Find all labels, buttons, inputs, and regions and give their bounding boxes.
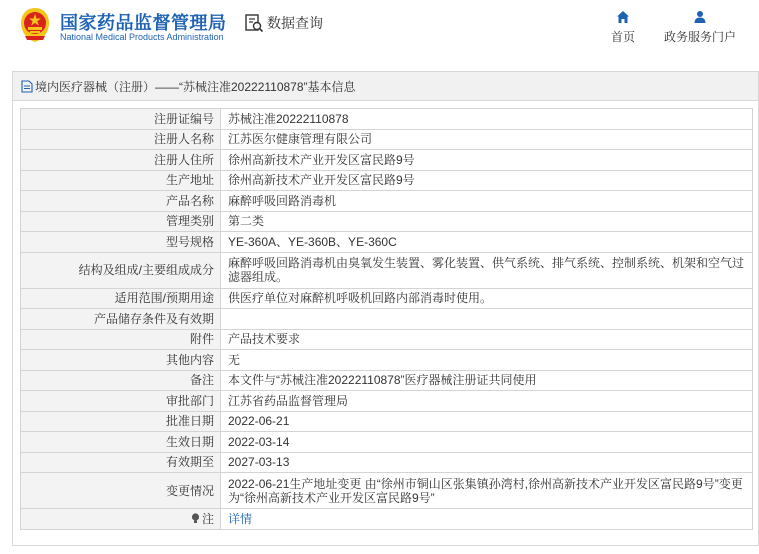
table-row <box>21 309 753 330</box>
field-value: 供医疗单位对麻醉机呼吸机回路内部消毒时使用。 <box>221 288 753 309</box>
panel-title-bar <box>13 72 758 101</box>
field-value: 江苏省药品监督管理局 <box>221 391 753 412</box>
org-name-en: National Medical Products Administration <box>60 32 224 42</box>
nav-home-label: 首页 <box>610 30 635 44</box>
note-label-cell <box>21 509 221 530</box>
document-icon <box>21 80 33 93</box>
table-row <box>21 370 753 391</box>
field-value: 2022-06-21生产地址变更 由“徐州市铜山区张集镇孙湾村,徐州高新技术产业开发区富民路9号”变更为“徐州高新技术产业开发区富民路9号” <box>221 473 753 509</box>
note-value-cell <box>221 509 753 530</box>
data-query-label: 数据查询 <box>267 15 323 31</box>
document-search-icon <box>244 13 264 33</box>
nav-service-portal[interactable] <box>660 10 740 45</box>
table-row <box>21 129 753 150</box>
field-label: 批准日期 <box>21 411 221 432</box>
field-label: 产品储存条件及有效期 <box>21 309 221 330</box>
field-value: 2027-03-13 <box>221 452 753 473</box>
field-value: 苏械注准20222110878 <box>221 109 753 130</box>
field-value: 徐州高新技术产业开发区富民路9号 <box>221 170 753 191</box>
field-value: 第二类 <box>221 211 753 232</box>
field-value: 徐州高新技术产业开发区富民路9号 <box>221 150 753 171</box>
data-query-link[interactable] <box>244 12 323 34</box>
field-value: 无 <box>221 350 753 371</box>
org-name-cn: 国家药品监督管理局 <box>60 13 227 33</box>
nav-home[interactable] <box>603 10 643 45</box>
table-row <box>21 350 753 371</box>
field-label: 其他内容 <box>21 350 221 371</box>
table-row <box>21 109 753 130</box>
field-label: 产品名称 <box>21 191 221 212</box>
national-emblem-icon <box>19 7 51 43</box>
details-link[interactable]: 详情 <box>228 511 253 526</box>
field-label: 附件 <box>21 329 221 350</box>
field-label: 生产地址 <box>21 170 221 191</box>
user-icon <box>693 10 707 24</box>
field-value: 产品技术要求 <box>221 329 753 350</box>
lightbulb-icon <box>191 513 200 524</box>
table-row <box>21 170 753 191</box>
field-value: 江苏医尔健康管理有限公司 <box>221 129 753 150</box>
table-row <box>21 452 753 473</box>
table-row <box>21 252 753 288</box>
field-label: 注册人名称 <box>21 129 221 150</box>
table-row <box>21 329 753 350</box>
field-label: 备注 <box>21 370 221 391</box>
field-label: 审批部门 <box>21 391 221 412</box>
field-label: 结构及组成/主要组成成分 <box>21 252 221 288</box>
table-row <box>21 432 753 453</box>
nav-service-portal-label: 政务服务门户 <box>663 30 736 44</box>
site-header <box>0 0 759 60</box>
table-row <box>21 509 753 530</box>
table-row <box>21 191 753 212</box>
table-row <box>21 411 753 432</box>
table-row <box>21 211 753 232</box>
field-value: 2022-06-21 <box>221 411 753 432</box>
field-label: 管理类别 <box>21 211 221 232</box>
field-label: 注册人住所 <box>21 150 221 171</box>
table-row <box>21 391 753 412</box>
table-row <box>21 150 753 171</box>
field-label: 注册证编号 <box>21 109 221 130</box>
field-label: 变更情况 <box>21 473 221 509</box>
field-label: 适用范围/预期用途 <box>21 288 221 309</box>
field-label: 生效日期 <box>21 432 221 453</box>
field-value <box>221 309 753 330</box>
basic-info-table <box>20 108 753 530</box>
table-row <box>21 232 753 253</box>
field-label: 有效期至 <box>21 452 221 473</box>
home-icon <box>616 10 630 24</box>
table-row <box>21 288 753 309</box>
panel-title: 境内医疗器械（注册）——“苏械注准20222110878”基本信息 <box>35 79 356 94</box>
table-row <box>21 473 753 509</box>
device-info-panel <box>12 71 759 546</box>
field-value: 2022-03-14 <box>221 432 753 453</box>
field-value: 麻醉呼吸回路消毒机由臭氧发生装置、雾化装置、供气系统、排气系统、控制系统、机架和空气过滤器组成。 <box>221 252 753 288</box>
note-label: 注 <box>201 511 214 526</box>
field-value: YE-360A、YE-360B、YE-360C <box>221 232 753 253</box>
field-value: 麻醉呼吸回路消毒机 <box>221 191 753 212</box>
field-value: 本文件与“苏械注准20222110878”医疗器械注册证共同使用 <box>221 370 753 391</box>
field-label: 型号规格 <box>21 232 221 253</box>
